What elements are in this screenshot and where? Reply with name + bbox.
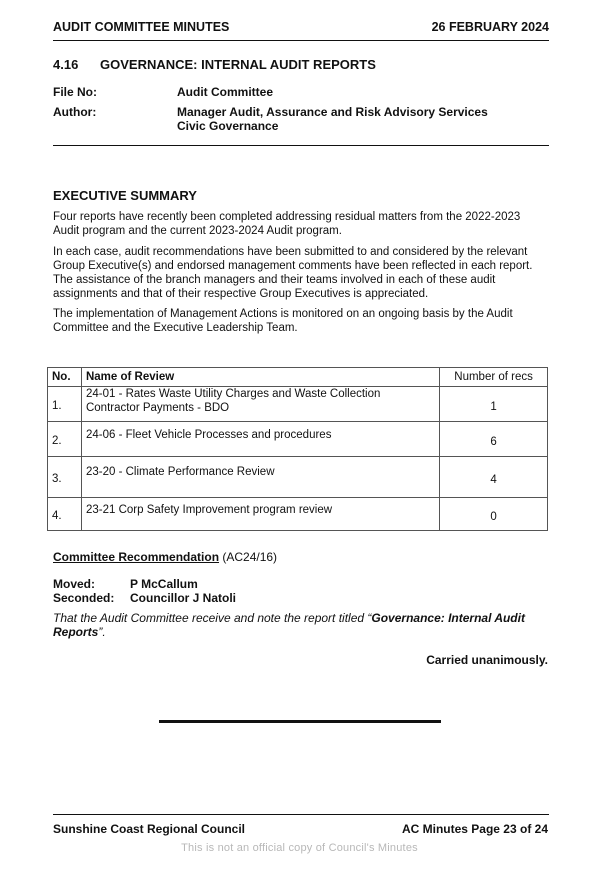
moved-label: Moved: xyxy=(53,577,95,591)
row-recs: 4 xyxy=(440,457,548,498)
item-number: 4.16 xyxy=(53,57,79,72)
moved-value: P McCallum xyxy=(130,577,198,591)
end-of-item-divider xyxy=(159,720,441,723)
motion-report-title: Governance: Internal Audit Reports xyxy=(53,611,525,639)
executive-summary-heading: EXECUTIVE SUMMARY xyxy=(53,188,197,203)
row-no: 2. xyxy=(48,422,82,457)
footer-council: Sunshine Coast Regional Council xyxy=(53,822,246,836)
motion-suffix: ”. xyxy=(98,625,106,639)
file-no-value: Audit Committee xyxy=(177,85,273,99)
summary-paragraph-2: In each case, audit recommendations have been submitted to and considered by the relevant Group Executive(s) and endorsed management comments have been reflected in each report. The assistance of the branch managers and their teams involved in each of these audit assignments and that of their respective Group Executives is appreciated. xyxy=(53,246,533,300)
item-heading: GOVERNANCE: INTERNAL AUDIT REPORTS xyxy=(100,57,376,72)
motion-text xyxy=(53,611,533,639)
row-no: 3. xyxy=(48,457,82,498)
table-row xyxy=(48,498,548,531)
header-title: AUDIT COMMITTEE MINUTES xyxy=(53,20,230,34)
col-header-recs: Number of recs xyxy=(440,368,548,387)
author-line-1: Manager Audit, Assurance and Risk Advisory Services xyxy=(177,105,488,119)
col-header-no: No. xyxy=(48,368,82,387)
table-row xyxy=(48,387,548,422)
row-review-name: 23-20 - Climate Performance Review xyxy=(81,457,439,498)
recommendation-title: Committee Recommendation xyxy=(53,550,220,564)
author-line-2: Civic Governance xyxy=(177,119,279,133)
summary-paragraph-3: The implementation of Management Actions is monitored on an ongoing basis by the Audit Committee and the Executive Leadership Team. xyxy=(53,308,513,334)
unofficial-copy-notice: This is not an official copy of Council's Minutes xyxy=(181,842,418,854)
item-title xyxy=(53,57,376,72)
author-label: Author: xyxy=(53,105,97,119)
item-rule xyxy=(53,145,549,146)
table-header-row xyxy=(48,368,548,387)
header-rule xyxy=(53,40,549,41)
col-header-name: Name of Review xyxy=(81,368,439,387)
file-no-label: File No: xyxy=(53,85,97,99)
row-review-name: 23-21 Corp Safety Improvement program review xyxy=(81,498,439,531)
row-recs: 6 xyxy=(440,422,548,457)
row-recs: 1 xyxy=(440,387,548,422)
recommendation-ref: (AC24/16) xyxy=(219,550,278,564)
summary-paragraph-1: Four reports have recently been completed addressing residual matters from the 2022-2023 Audit program and the current 2023-2024 Audit program. xyxy=(53,211,521,237)
table-row xyxy=(48,457,548,498)
row-no: 1. xyxy=(48,387,82,422)
table-row xyxy=(48,422,548,457)
row-recs: 0 xyxy=(440,498,548,531)
reviews-table xyxy=(47,367,548,531)
committee-recommendation xyxy=(53,550,277,564)
seconded-label: Seconded: xyxy=(53,591,115,605)
row-review-name: 24-01 - Rates Waste Utility Charges and Waste Collection Contractor Payments - BDO xyxy=(81,387,439,422)
footer-page-number: AC Minutes Page 23 of 24 xyxy=(401,822,548,836)
author-value xyxy=(177,105,557,133)
motion-prefix: That the Audit Committee receive and note the report titled “ xyxy=(53,611,372,625)
row-no: 4. xyxy=(48,498,82,531)
row-review-name: 24-06 - Fleet Vehicle Processes and procedures xyxy=(81,422,439,457)
footer-rule xyxy=(53,814,549,815)
carried-status: Carried unanimously. xyxy=(426,653,548,667)
seconded-value: Councillor J Natoli xyxy=(130,591,237,605)
header-date: 26 FEBRUARY 2024 xyxy=(431,20,549,34)
